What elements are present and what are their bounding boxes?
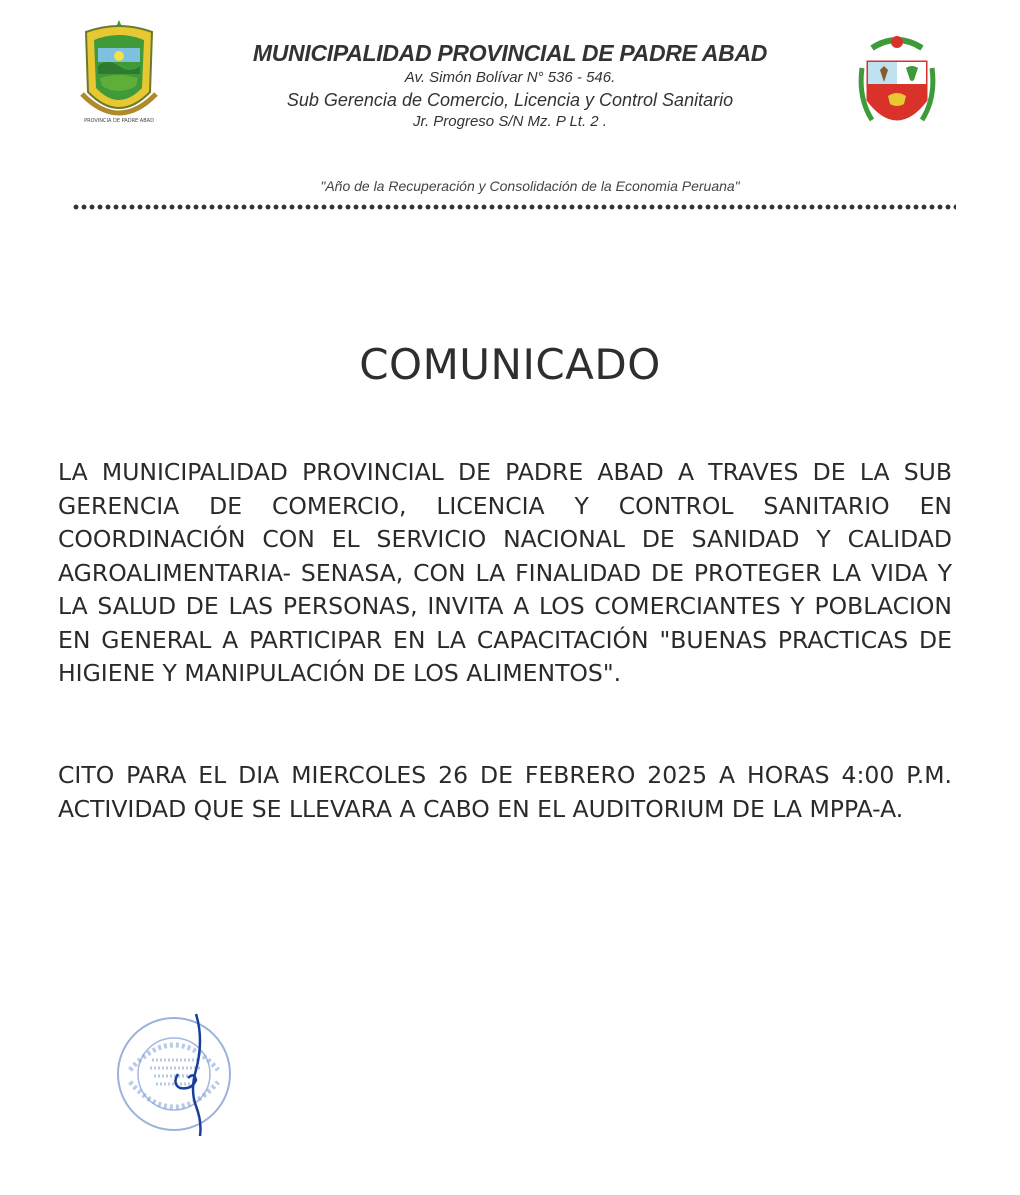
event-details-paragraph: CITO PARA EL DIA MIERCOLES 26 DE FEBRERO 2025 A HORAS 4:00 P.M. ACTIVIDAD QUE SE LLEVARA A CABO EN EL AUDITORIUM DE LA MPPA-A.	[58, 761, 952, 823]
letterhead	[200, 40, 820, 132]
header-divider	[72, 203, 956, 211]
municipal-crest-logo	[78, 14, 160, 138]
year-motto: "Año de la Recuperación y Consolidación de la Economia Peruana"	[320, 178, 740, 194]
official-seal-stamp	[108, 1010, 248, 1140]
municipality-address: Av. Simón Bolívar N° 536 - 546.	[404, 69, 616, 86]
announcement-paragraph: LA MUNICIPALIDAD PROVINCIAL DE PADRE ABAD A TRAVES DE LA SUB GERENCIA DE COMERCIO, LICENCIA Y CONTROL SANITARIO EN COORDINACIÓN CON EL SERVICIO NACIONAL DE SANIDAD Y CALIDAD AGROALIMENTARIA- SENASA, CON LA FINALIDAD DE PROTEGER LA VIDA Y LA SALUD DE LAS PERSONAS, INVITA A LOS COMERCIANTES Y POBLACION EN GENERAL A PARTICIPAR EN LA CAPACITACIÓN "BUENAS PRACTICAS DE HIGIENE Y MANIPULACIÓN DE LOS ALIMENTOS".	[58, 458, 952, 687]
department-address: Jr. Progreso S/N Mz. P Lt. 2 .	[413, 113, 607, 130]
municipality-name: MUNICIPALIDAD PROVINCIAL DE PADRE ABAD	[252, 40, 768, 66]
department-name: Sub Gerencia de Comercio, Licencia y Control Sanitario	[286, 90, 734, 110]
peru-coat-of-arms-logo	[858, 28, 936, 142]
svg-text:PROVINCIA DE PADRE ABAD: PROVINCIA DE PADRE ABAD	[84, 118, 154, 124]
document-title: COMUNICADO	[359, 340, 661, 389]
